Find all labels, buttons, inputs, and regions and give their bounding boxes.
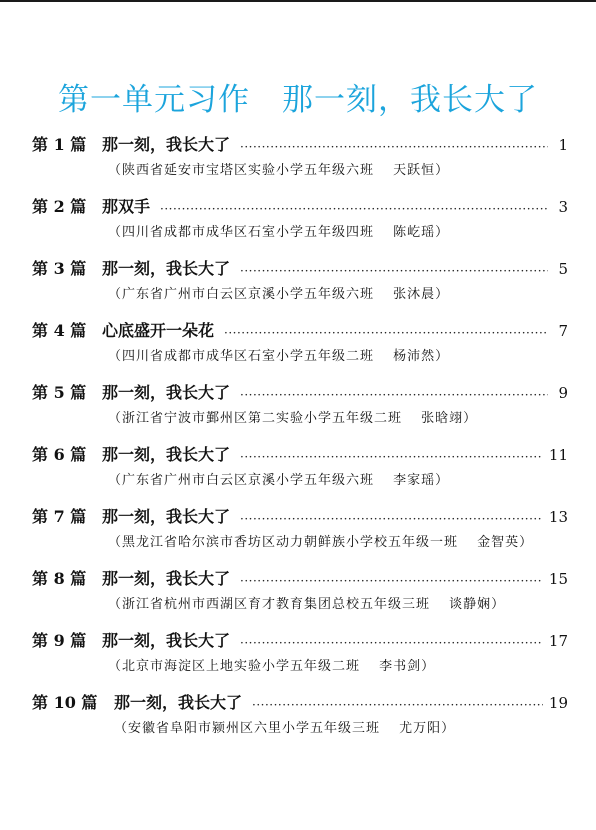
entry-number: 第 3 篇 xyxy=(32,259,87,278)
toc-entry[interactable] xyxy=(0,502,596,562)
page-number: 5 xyxy=(558,260,568,278)
dot-leader xyxy=(240,138,548,156)
entry-number: 第 7 篇 xyxy=(32,507,87,526)
entry-number: 第 10 篇 xyxy=(32,693,98,712)
toc-entry[interactable] xyxy=(0,378,596,438)
entry-title[interactable]: 那一刻，我长大了 xyxy=(102,383,231,402)
entry-title[interactable]: 那一刻，我长大了 xyxy=(102,569,231,588)
entry-title[interactable]: 那一刻，我长大了 xyxy=(102,445,231,464)
entry-source: （安徽省阜阳市颍州区六里小学五年级三班 尤万阳） xyxy=(114,721,456,736)
entry-source: （四川省成都市成华区石室小学五年级四班 陈屹瑶） xyxy=(108,225,450,240)
entry-title[interactable]: 心底盛开一朵花 xyxy=(102,321,215,340)
toc-entry[interactable] xyxy=(0,254,596,314)
entry-source: （陕西省延安市宝塔区实验小学五年级六班 天跃恒） xyxy=(108,163,450,178)
entry-title[interactable]: 那一刻，我长大了 xyxy=(102,507,231,526)
entry-title[interactable]: 那双手 xyxy=(102,197,151,216)
dot-leader xyxy=(240,634,543,652)
entry-number: 第 2 篇 xyxy=(32,197,87,216)
page-number: 3 xyxy=(558,198,568,216)
page-number: 11 xyxy=(548,446,568,464)
page-number: 13 xyxy=(548,508,568,526)
entry-title[interactable]: 那一刻，我长大了 xyxy=(114,693,243,712)
entry-source: （北京市海淀区上地实验小学五年级二班 李书剑） xyxy=(108,659,436,674)
dot-leader xyxy=(240,510,543,528)
entry-number: 第 6 篇 xyxy=(32,445,87,464)
toc-entry[interactable] xyxy=(0,564,596,624)
entry-number: 第 5 篇 xyxy=(32,383,87,402)
dot-leader xyxy=(240,386,548,404)
dot-leader xyxy=(240,572,543,590)
toc-entry[interactable] xyxy=(0,440,596,500)
page-number: 1 xyxy=(558,136,568,154)
entry-title[interactable]: 那一刻，我长大了 xyxy=(102,631,231,650)
toc-entry[interactable] xyxy=(0,130,596,190)
dot-leader xyxy=(240,448,543,466)
entry-source: （浙江省杭州市西湖区育才教育集团总校五年级三班 谈静娴） xyxy=(108,597,506,612)
unit-title: 第一单元习作 那一刻，我长大了 xyxy=(58,82,538,118)
entry-source: （广东省广州市白云区京溪小学五年级六班 李家瑶） xyxy=(108,473,450,488)
entry-title[interactable]: 那一刻，我长大了 xyxy=(102,135,231,154)
page-number: 15 xyxy=(548,570,568,588)
dot-leader xyxy=(160,200,548,218)
toc-entry[interactable] xyxy=(0,626,596,686)
dot-leader xyxy=(224,324,548,342)
page-number: 7 xyxy=(558,322,568,340)
toc-entry[interactable] xyxy=(0,316,596,376)
entry-number: 第 1 篇 xyxy=(32,135,87,154)
dot-leader xyxy=(252,696,543,714)
entry-title[interactable]: 那一刻，我长大了 xyxy=(102,259,231,278)
toc-entry[interactable] xyxy=(0,688,596,748)
entry-number: 第 9 篇 xyxy=(32,631,87,650)
toc-entry[interactable] xyxy=(0,192,596,252)
page-number: 17 xyxy=(548,632,568,650)
page-number: 9 xyxy=(558,384,568,402)
entry-number: 第 4 篇 xyxy=(32,321,87,340)
entry-source: （黑龙江省哈尔滨市香坊区动力朝鲜族小学校五年级一班 金智英） xyxy=(108,535,534,550)
entry-source: （广东省广州市白云区京溪小学五年级六班 张沐晨） xyxy=(108,287,450,302)
entry-source: （四川省成都市成华区石室小学五年级二班 杨沛然） xyxy=(108,349,450,364)
dot-leader xyxy=(240,262,548,280)
entry-number: 第 8 篇 xyxy=(32,569,87,588)
page-number: 19 xyxy=(548,694,568,712)
entry-source: （浙江省宁波市鄞州区第二实验小学五年级二班 张晗翊） xyxy=(108,411,478,426)
